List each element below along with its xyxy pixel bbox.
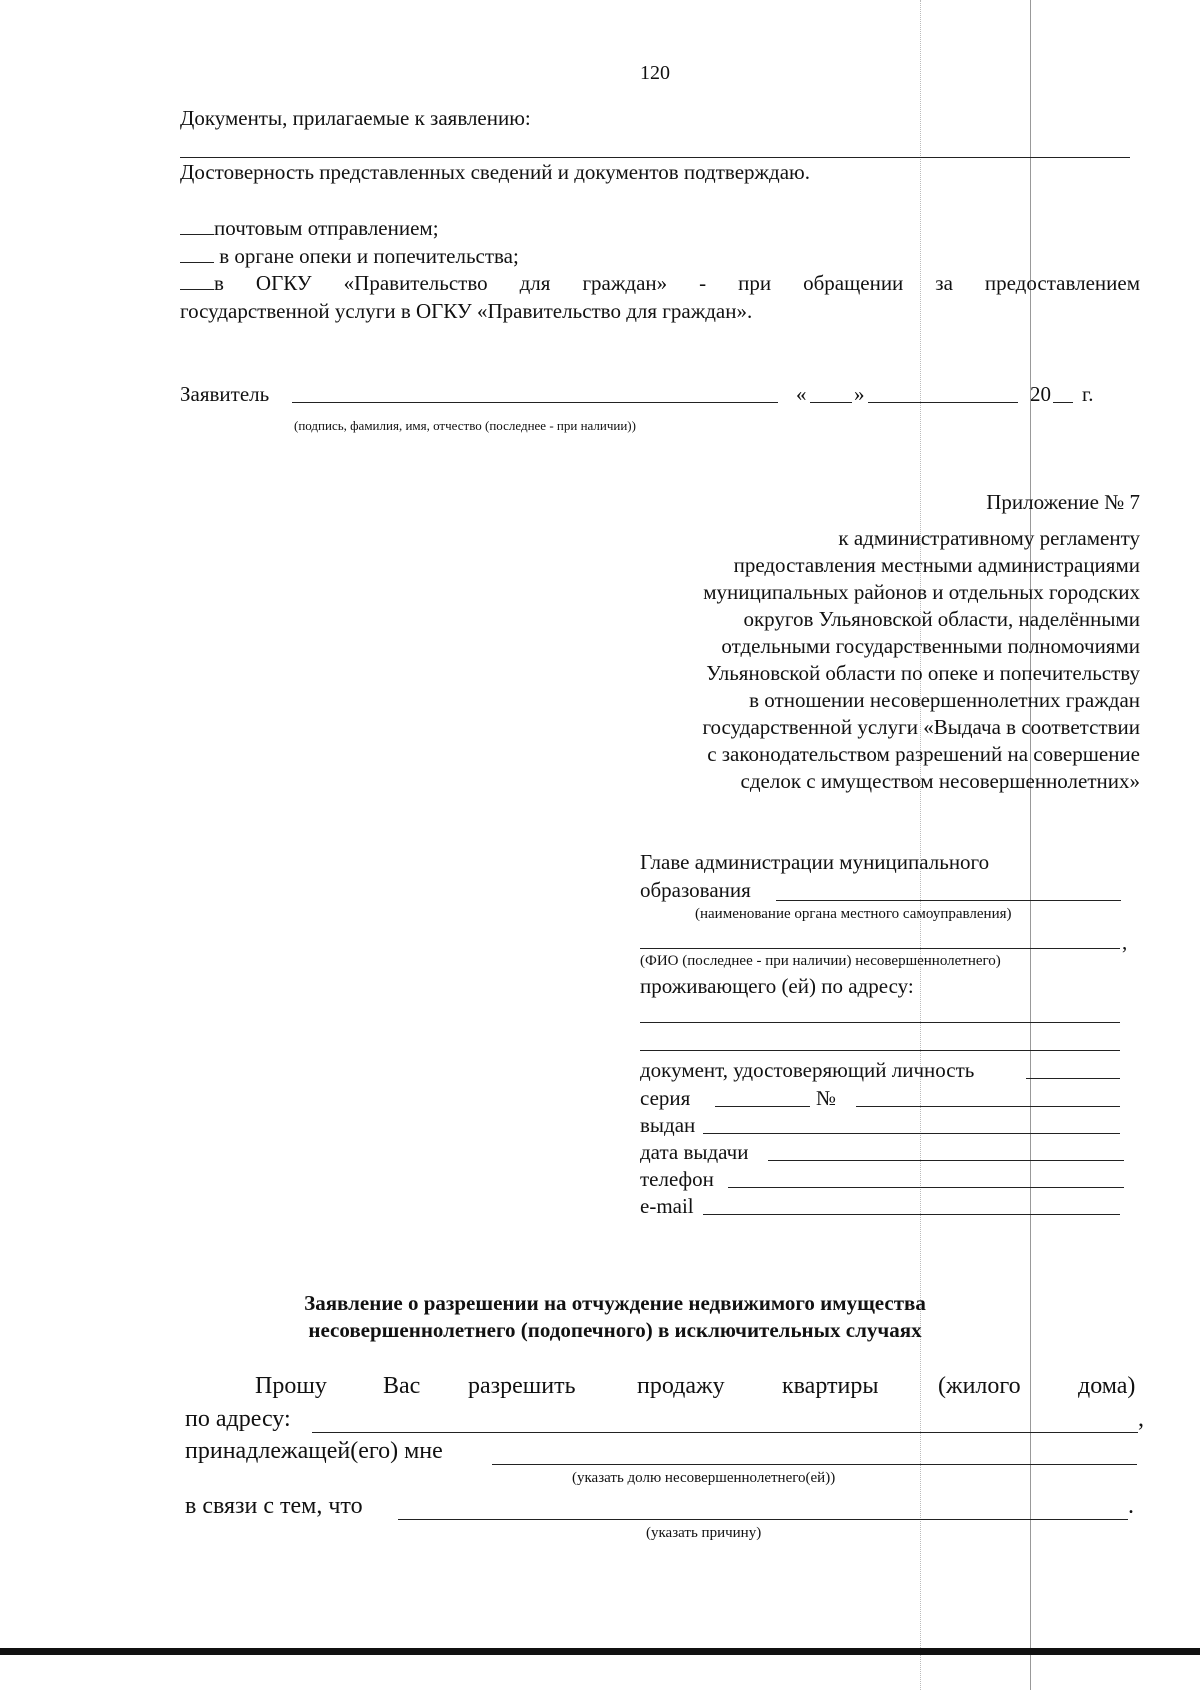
issue-date-line[interactable] xyxy=(768,1160,1124,1161)
scan-bottom-edge xyxy=(0,1648,1200,1655)
date-year-line[interactable] xyxy=(1053,402,1073,403)
statement-title-line2: несовершеннолетнего (подопечного) в исключительных случаях xyxy=(308,1318,922,1342)
option-checkbox-line[interactable] xyxy=(180,233,214,235)
property-address-line[interactable] xyxy=(312,1432,1138,1433)
date-quote-open: « xyxy=(796,382,807,406)
page-number: 120 xyxy=(640,62,670,84)
address-comma: , xyxy=(1138,1406,1144,1432)
fio-caption: (ФИО (последнее - при наличии) несовершеннолетнего) xyxy=(640,953,1001,969)
date-month-line[interactable] xyxy=(868,402,1018,403)
fio-comma: , xyxy=(1122,930,1128,954)
appendix-line: Ульяновской области по опеке и попечительству xyxy=(706,661,1140,685)
share-line[interactable] xyxy=(492,1464,1137,1465)
scan-artifact-line xyxy=(1030,0,1031,1690)
reason-period: . xyxy=(1128,1493,1134,1519)
statement-title-line1: Заявление о разрешении на отчуждение недвижимого имущества xyxy=(304,1291,926,1315)
statement-body-word: продажу xyxy=(637,1373,725,1399)
delivery-option-ogku-line2: государственной услуги в ОГКУ «Правительство для граждан». xyxy=(180,299,753,323)
appendix-line: в отношении несовершеннолетних граждан xyxy=(749,688,1140,712)
phone-line[interactable] xyxy=(728,1187,1124,1188)
date-day-line[interactable] xyxy=(810,402,852,403)
statement-body-word: квартиры xyxy=(782,1373,879,1399)
share-caption: (указать долю несовершеннолетнего(ей)) xyxy=(572,1470,836,1486)
date-quote-close: » xyxy=(854,382,865,406)
attachments-line xyxy=(180,157,1130,158)
appendix-line: предоставления местными администрациями xyxy=(733,553,1140,577)
statement-body-word: разрешить xyxy=(468,1373,576,1399)
number-label: № xyxy=(816,1086,837,1110)
address-label: по адресу: xyxy=(185,1406,291,1432)
applicant-signature-line[interactable] xyxy=(292,402,778,403)
email-label: e-mail xyxy=(640,1194,694,1218)
attachments-label: Документы, прилагаемые к заявлению: xyxy=(180,106,531,130)
phone-label: телефон xyxy=(640,1167,714,1191)
reason-label: в связи с тем, что xyxy=(185,1493,363,1519)
reason-caption: (указать причину) xyxy=(646,1525,762,1541)
applicant-caption: (подпись, фамилия, имя, отчество (последнее - при наличии)) xyxy=(294,418,636,433)
statement-body-word: Прошу xyxy=(255,1373,327,1399)
date-year-prefix: 20 xyxy=(1030,382,1051,406)
appendix-line: к административному регламенту xyxy=(838,526,1140,550)
org-caption: (наименование органа местного самоуправления) xyxy=(695,906,1012,922)
issued-line[interactable] xyxy=(703,1133,1120,1134)
number-line[interactable] xyxy=(856,1106,1120,1107)
issue-date-label: дата выдачи xyxy=(640,1140,749,1164)
applicant-label: Заявитель xyxy=(180,382,270,406)
statement-body-word: (жилого xyxy=(938,1373,1021,1399)
addressee-line1: Главе администрации муниципального xyxy=(640,850,990,874)
fio-line[interactable] xyxy=(640,948,1120,949)
appendix-line: с законодательством разрешений на совершение xyxy=(707,742,1140,766)
email-line[interactable] xyxy=(703,1214,1120,1215)
address-line-2[interactable] xyxy=(640,1050,1120,1051)
confirm-text: Достоверность представленных сведений и документов подтверждаю. xyxy=(180,160,810,184)
delivery-option-guardianship: в органе опеки и попечительства; xyxy=(180,244,519,269)
appendix-line: муниципальных районов и отдельных городских xyxy=(703,580,1140,604)
series-line[interactable] xyxy=(715,1106,810,1107)
date-year-suffix: г. xyxy=(1082,382,1094,406)
appendix-line: сделок с имуществом несовершеннолетних» xyxy=(740,769,1140,793)
residing-label: проживающего (ей) по адресу: xyxy=(640,974,914,998)
delivery-option-mail: почтовым отправлением; xyxy=(180,216,439,241)
appendix-title: Приложение № 7 xyxy=(986,490,1140,514)
statement-body-word: Вас xyxy=(383,1373,421,1399)
series-label: серия xyxy=(640,1086,691,1110)
address-line-1[interactable] xyxy=(640,1022,1120,1023)
id-document-label: документ, удостоверяющий личность xyxy=(640,1058,975,1082)
option-checkbox-line[interactable] xyxy=(180,288,214,290)
scan-artifact-line xyxy=(920,0,921,1690)
statement-body-word: дома) xyxy=(1078,1373,1136,1399)
appendix-line: округов Ульяновской области, наделёнными xyxy=(743,607,1140,631)
belonging-label: принадлежащей(его) мне xyxy=(185,1438,443,1464)
appendix-line: отдельными государственными полномочиями xyxy=(721,634,1140,658)
issued-label: выдан xyxy=(640,1113,696,1137)
id-document-line[interactable] xyxy=(1026,1078,1120,1079)
option-checkbox-line[interactable] xyxy=(180,261,214,263)
appendix-line: государственной услуги «Выдача в соответствии xyxy=(702,715,1140,739)
org-name-line[interactable] xyxy=(776,900,1121,901)
delivery-option-ogku: в ОГКУ «Правительство для граждан» - при обращении за предоставлением xyxy=(180,271,1140,296)
reason-line[interactable] xyxy=(398,1519,1128,1520)
addressee-line2: образования xyxy=(640,878,751,902)
